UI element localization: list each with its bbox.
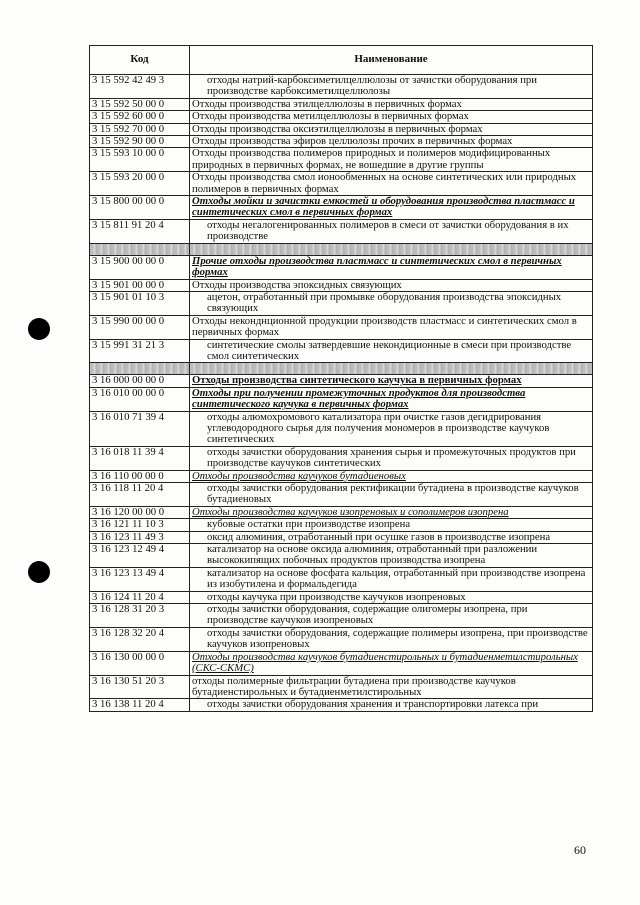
table-row [90, 75, 593, 99]
row-name [190, 243, 593, 255]
row-code: 3 15 592 70 00 0 [90, 123, 190, 135]
row-name: Прочие отходы производства пластмасс и синтетических смол в первичных формах [190, 255, 593, 279]
row-name: отходы полимерные фильтрации бутадиена при производстве каучуков бутадиенстирольных и бутадиенметилстирольных [190, 675, 593, 699]
row-code: 3 16 123 11 49 3 [90, 531, 190, 543]
row-code: 3 16 138 11 20 4 [90, 699, 190, 711]
row-code: 3 15 811 91 20 4 [90, 219, 190, 243]
row-code: 3 15 800 00 00 0 [90, 196, 190, 220]
page-number: 60 [574, 843, 586, 857]
row-name: катализатор на основе оксида алюминия, отработанный при разложении высококипящих побочных продуктов производства изопрена [190, 544, 593, 568]
row-code [90, 363, 190, 375]
table-row [90, 136, 593, 148]
table-row [90, 604, 593, 628]
row-name: Отходы производства каучуков изопреновых и сополимеров изопрена [190, 506, 593, 518]
row-code: 3 16 018 11 39 4 [90, 446, 190, 470]
table-row [90, 123, 593, 135]
header-name: Наименование [190, 46, 593, 75]
table-row [90, 411, 593, 446]
row-name: Отходы производства метилцеллюлозы в первичных формах [190, 111, 593, 123]
table-row [90, 651, 593, 675]
row-code: 3 15 592 60 00 0 [90, 111, 190, 123]
row-name: ацетон, отработанный при промывке оборудования производства эпоксидных связующих [190, 291, 593, 315]
row-code: 3 16 123 12 49 4 [90, 544, 190, 568]
row-code: 3 16 010 00 00 0 [90, 387, 190, 411]
row-name: оксид алюминия, отработанный при осушке газов в производстве изопрена [190, 531, 593, 543]
row-code [90, 243, 190, 255]
row-name: синтетические смолы затвердевшие некондиционные в смеси при производстве смол синтетических [190, 339, 593, 363]
row-code: 3 16 120 00 00 0 [90, 506, 190, 518]
table-row [90, 279, 593, 291]
binder-hole-bottom [28, 561, 50, 583]
row-code: 3 16 010 71 39 4 [90, 411, 190, 446]
table-row [90, 506, 593, 518]
separator-row [90, 243, 593, 255]
row-name: Отходы производства смол ионообменных на основе синтетических или природных полимеров в первичных формах [190, 172, 593, 196]
table-body [90, 75, 593, 712]
table-row [90, 219, 593, 243]
row-name: кубовые остатки при производстве изопрена [190, 519, 593, 531]
row-name: Отходы производства эпоксидных связующих [190, 279, 593, 291]
table-row [90, 255, 593, 279]
separator-row [90, 363, 593, 375]
table-row [90, 375, 593, 387]
row-code: 3 16 000 00 00 0 [90, 375, 190, 387]
row-name: отходы зачистки оборудования ректификации бутадиена в производстве каучуков бутадиеновых [190, 483, 593, 507]
row-name: Отходы производства этилцеллюлозы в первичных формах [190, 98, 593, 110]
table-row [90, 627, 593, 651]
row-name: Отходы производства полимеров природных и полимеров модифицированных природных в первичных формах, не вошедшие в другие группы [190, 148, 593, 172]
table-row [90, 196, 593, 220]
table-row [90, 519, 593, 531]
row-code: 3 15 592 50 00 0 [90, 98, 190, 110]
row-code: 3 16 118 11 20 4 [90, 483, 190, 507]
table-header-row [90, 46, 593, 75]
table-row [90, 544, 593, 568]
row-code: 3 16 121 11 10 3 [90, 519, 190, 531]
row-name: отходы алюмохромового катализатора при очистке газов дегидрирования углеводородного сырья для получения мономеров в производстве каучуков синтетических [190, 411, 593, 446]
row-name: Отходы производства эфиров целлюлозы прочих в первичных формах [190, 136, 593, 148]
row-name [190, 363, 593, 375]
table-row [90, 470, 593, 482]
table-row [90, 446, 593, 470]
row-name: Отходы производства оксиэтилцеллюлозы в первичных формах [190, 123, 593, 135]
row-code: 3 15 991 31 21 3 [90, 339, 190, 363]
binder-hole-top [28, 318, 50, 340]
row-name: отходы зачистки оборудования, содержащие олигомеры изопрена, при производстве каучуков изопреновых [190, 604, 593, 628]
row-code: 3 15 990 00 00 0 [90, 315, 190, 339]
table-row [90, 315, 593, 339]
table-row [90, 339, 593, 363]
row-code: 3 15 592 42 49 3 [90, 75, 190, 99]
table-row [90, 699, 593, 711]
table-row [90, 531, 593, 543]
table-row [90, 567, 593, 591]
row-name: Отходы производства синтетического каучука в первичных формах [190, 375, 593, 387]
table-row [90, 172, 593, 196]
row-code: 3 16 130 00 00 0 [90, 651, 190, 675]
row-name: Отходы производства каучуков бутадиеновых [190, 470, 593, 482]
table-row [90, 591, 593, 603]
table-row [90, 148, 593, 172]
row-code: 3 15 593 10 00 0 [90, 148, 190, 172]
row-name: отходы негалогенированных полимеров в смеси от зачистки оборудования в их производстве [190, 219, 593, 243]
row-code: 3 15 593 20 00 0 [90, 172, 190, 196]
row-name: отходы зачистки оборудования хранения и транспортировки латекса при [190, 699, 593, 711]
waste-code-table [89, 45, 593, 712]
row-name: катализатор на основе фосфата кальция, отработанный при производстве изопрена из изобутилена и формальдегида [190, 567, 593, 591]
row-name: отходы зачистки оборудования хранения сырья и промежуточных продуктов при производстве каучуков синтетических [190, 446, 593, 470]
row-code: 3 16 130 51 20 3 [90, 675, 190, 699]
row-code: 3 16 128 31 20 3 [90, 604, 190, 628]
row-code: 3 15 900 00 00 0 [90, 255, 190, 279]
table-row [90, 111, 593, 123]
row-name: отходы зачистки оборудования, содержащие полимеры изопрена, при производстве каучуков изопреновых [190, 627, 593, 651]
row-code: 3 16 110 00 00 0 [90, 470, 190, 482]
table-row [90, 98, 593, 110]
header-code: Код [90, 46, 190, 75]
row-code: 3 15 901 00 00 0 [90, 279, 190, 291]
table-row [90, 387, 593, 411]
row-name: Отходы мойки и зачистки емкостей и оборудования производства пластмасс и синтетических смол в первичных формах [190, 196, 593, 220]
row-name: Отходы неконднционной продукции производств пластмасс и синтетических смол в первичных формах [190, 315, 593, 339]
row-code: 3 16 123 13 49 4 [90, 567, 190, 591]
row-code: 3 16 128 32 20 4 [90, 627, 190, 651]
table-row [90, 483, 593, 507]
table-row [90, 675, 593, 699]
row-code: 3 16 124 11 20 4 [90, 591, 190, 603]
row-name: отходы каучука при производстве каучуков изопреновых [190, 591, 593, 603]
row-name: отходы натрий-карбоксиметилцеллюлозы от зачистки оборудования при производстве карбоксиметилцеллюлозы [190, 75, 593, 99]
row-name: Отходы производства каучуков бутадиенстирольных и бутадиенметилстирольных (СКС-СКМС) [190, 651, 593, 675]
row-name: Отходы при получении промежуточных продуктов для производства синтетического каучука в первичных формах [190, 387, 593, 411]
row-code: 3 15 901 01 10 3 [90, 291, 190, 315]
row-code: 3 15 592 90 00 0 [90, 136, 190, 148]
table-row [90, 291, 593, 315]
